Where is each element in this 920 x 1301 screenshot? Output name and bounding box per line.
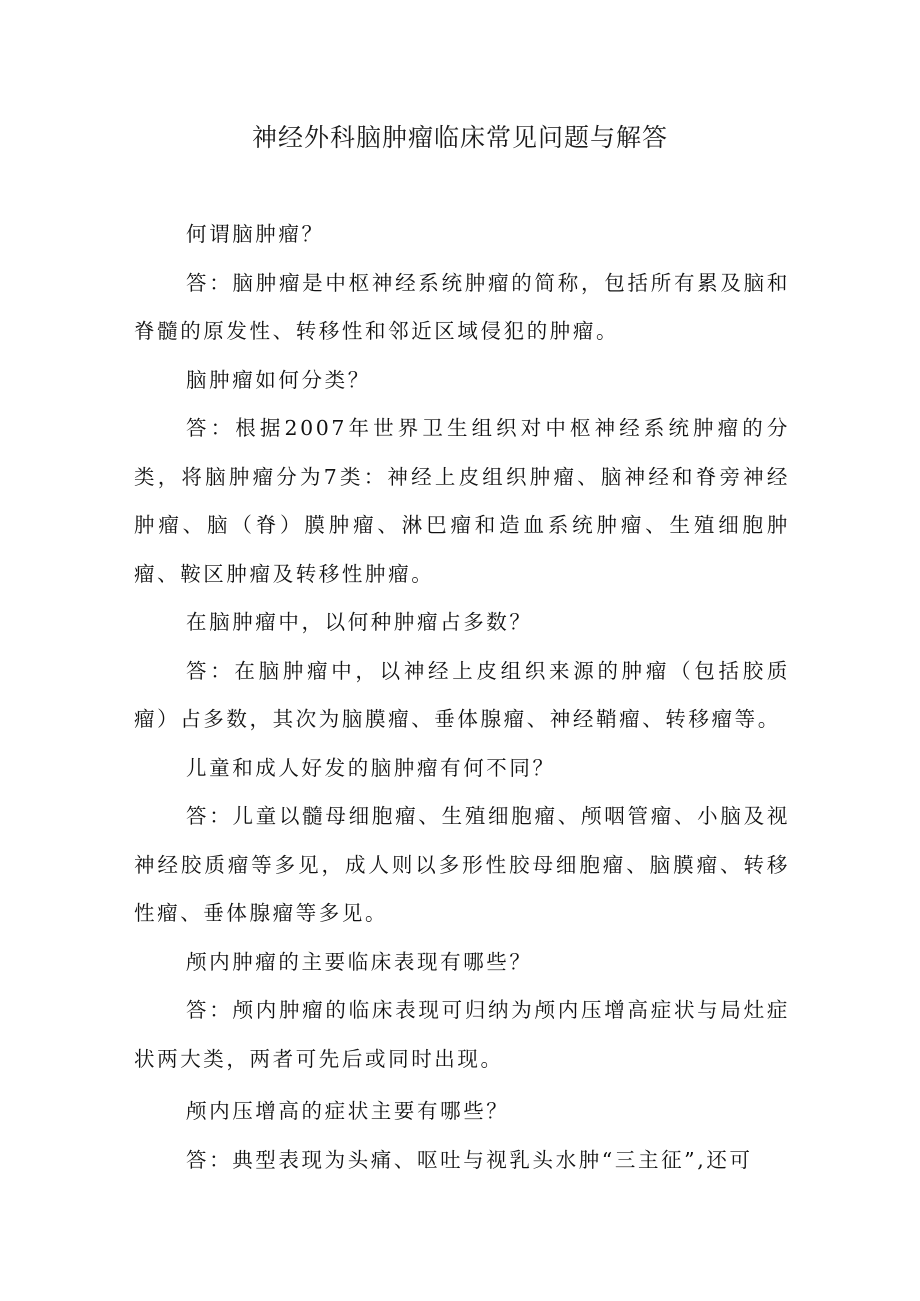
answer-paragraph: 答：颅内肿瘤的临床表现可归纳为颅内压增高症状与局灶症状两大类，两者可先后或同时出现。 [134, 998, 790, 1071]
document-body [134, 210, 790, 1184]
question-paragraph: 何谓脑肿瘤？ [186, 222, 325, 246]
answer-paragraph: 答：典型表现为头痛、呕吐与视乳头水肿“三主征”,还可 [186, 1147, 753, 1172]
question-paragraph: 脑肿瘤如何分类？ [186, 367, 371, 392]
answer-paragraph: 答：在脑肿瘤中，以神经上皮组织来源的肿瘤（包括胶质瘤）占多数，其次为脑膜瘤、垂体腺瘤、神经鞘瘤、转移瘤等。 [134, 658, 790, 731]
question-paragraph: 颅内肿瘤的主要临床表现有哪些？ [186, 949, 533, 974]
answer-paragraph: 答：根据2007年世界卫生组织对中枢神经系统肿瘤的分类，将脑肿瘤分为7类：神经上皮组织肿瘤、脑神经和脊旁神经肿瘤、脑（脊）膜肿瘤、淋巴瘤和造血系统肿瘤、生殖细胞肿瘤、鞍区肿瘤及转移性肿瘤。 [134, 416, 790, 586]
question-paragraph: 颅内压增高的症状主要有哪些？ [186, 1099, 510, 1123]
question-paragraph: 儿童和成人好发的脑肿瘤有何不同？ [186, 755, 556, 780]
answer-paragraph: 答：儿童以髓母细胞瘤、生殖细胞瘤、颅咽管瘤、小脑及视神经胶质瘤等多见，成人则以多形性胶母细胞瘤、脑膜瘤、转移性瘤、垂体腺瘤等多见。 [134, 804, 790, 925]
question-paragraph: 在脑肿瘤中，以何种肿瘤占多数？ [186, 610, 533, 634]
document-title: 神经外科脑肿瘤临床常见问题与解答 [251, 123, 668, 152]
answer-paragraph: 答：脑肿瘤是中枢神经系统肿瘤的简称，包括所有累及脑和脊髓的原发性、转移性和邻近区域侵犯的肿瘤。 [134, 270, 790, 343]
